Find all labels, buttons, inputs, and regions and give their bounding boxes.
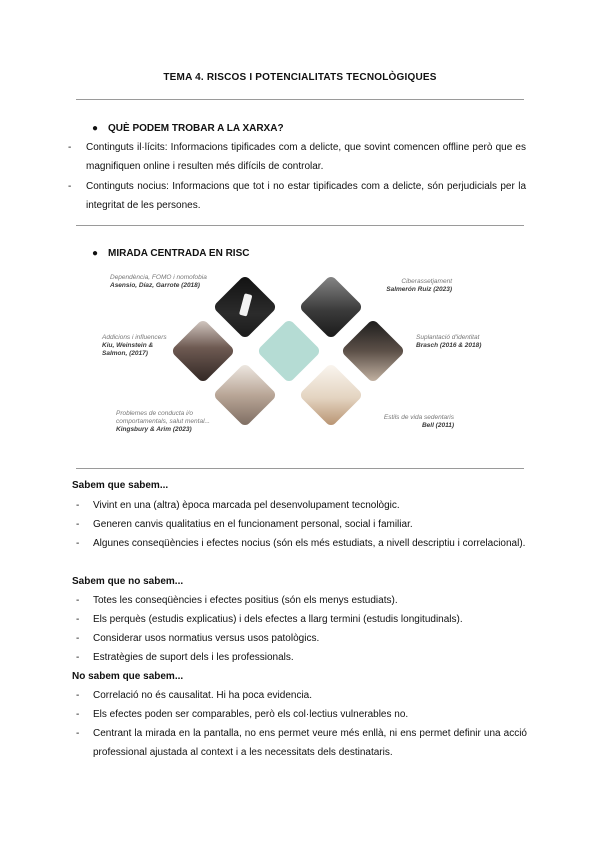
caption-sedentaris: Estils de vida sedentaris Bell (2011): [383, 414, 454, 429]
list-item: - Continguts nocius: Informacions que tot i no estar tipificades com a delicte, són perjudicials per la integritat de les persones.: [68, 181, 526, 211]
caption-addicions: Addicions i influencers Kiu, Weinstein & Salmon, (2017): [102, 334, 167, 357]
photo-addiction-diamond: [170, 318, 235, 383]
bullet-icon: ●: [92, 248, 99, 259]
list-item: - Estratègies de suport dels i les professionals.: [76, 652, 294, 663]
photo-identity-diamond: [340, 318, 405, 383]
page-title: TEMA 4. RISCOS I POTENCIALITATS TECNOLÒGIQUES: [163, 72, 437, 83]
list-item: - Vivint en una (altra) època marcada pel desenvolupament tecnològic.: [76, 500, 400, 511]
list-item: - Els efectes poden ser comparables, però els col·lectius vulnerables no.: [76, 709, 409, 720]
divider: [76, 99, 524, 100]
bullet-icon: ●: [92, 123, 99, 134]
list-item: - Totes les conseqüències i efectes positius (són els menys estudiats).: [76, 595, 398, 606]
photo-sedentary-diamond: [298, 362, 363, 427]
center-diamond: [256, 318, 321, 383]
divider: [76, 468, 524, 469]
caption-suplantacio: Suplantació d'identitat Brasch (2016 & 2018): [416, 334, 482, 349]
list-item: - Algunes conseqüències i efectes nocius (són els més estudiats, a nivell descriptiu i correlacional).: [76, 538, 526, 549]
known-unknown-heading: Sabem que no sabem...: [72, 576, 184, 587]
list-item: - Continguts il·lícits: Informacions tipificades com a delicte, que sovint comencen offline però que es magnifiquen online i resulten més difícils de controlar.: [68, 142, 526, 172]
section-heading-risc: ● MIRADA CENTRADA EN RISC: [92, 248, 250, 259]
known-heading: Sabem que sabem...: [72, 480, 169, 491]
unknown-known-heading: No sabem que sabem...: [72, 671, 184, 682]
list-item: - Correlació no és causalitat. Hi ha poca evidencia.: [76, 690, 313, 701]
divider: [76, 225, 524, 226]
list-item: - Considerar usos normatius versus usos patològics.: [76, 633, 320, 644]
caption-dependencia: Dependència, FOMO i nomofobia Asensio, Díaz, Garrote (2018): [110, 274, 207, 289]
caption-problemes: Problemes de conducta i/o comportamentals, salut mental... Kingsbury & Arim (2023): [116, 410, 210, 433]
section-heading-xarxa: ● QUÈ PODEM TROBAR A LA XARXA?: [92, 123, 284, 134]
list-item: - Centrant la mirada en la pantalla, no ens permet veure més enllà, ni ens permet definir una acció professional ajustada al context i a les necessitats dels destinataris.: [76, 728, 527, 758]
risk-infographic: [96, 266, 482, 441]
caption-ciberassetjament: Ciberassetjament Salmerón Ruiz (2023): [386, 278, 452, 293]
list-item: - Generen canvis qualitatius en el funcionament personal, social i familiar.: [76, 519, 413, 530]
photo-cyberbullying-diamond: [298, 274, 363, 339]
list-item: - Els perquès (estudis explicatius) i dels efectes a llarg termini (estudis longitudinals).: [76, 614, 463, 625]
